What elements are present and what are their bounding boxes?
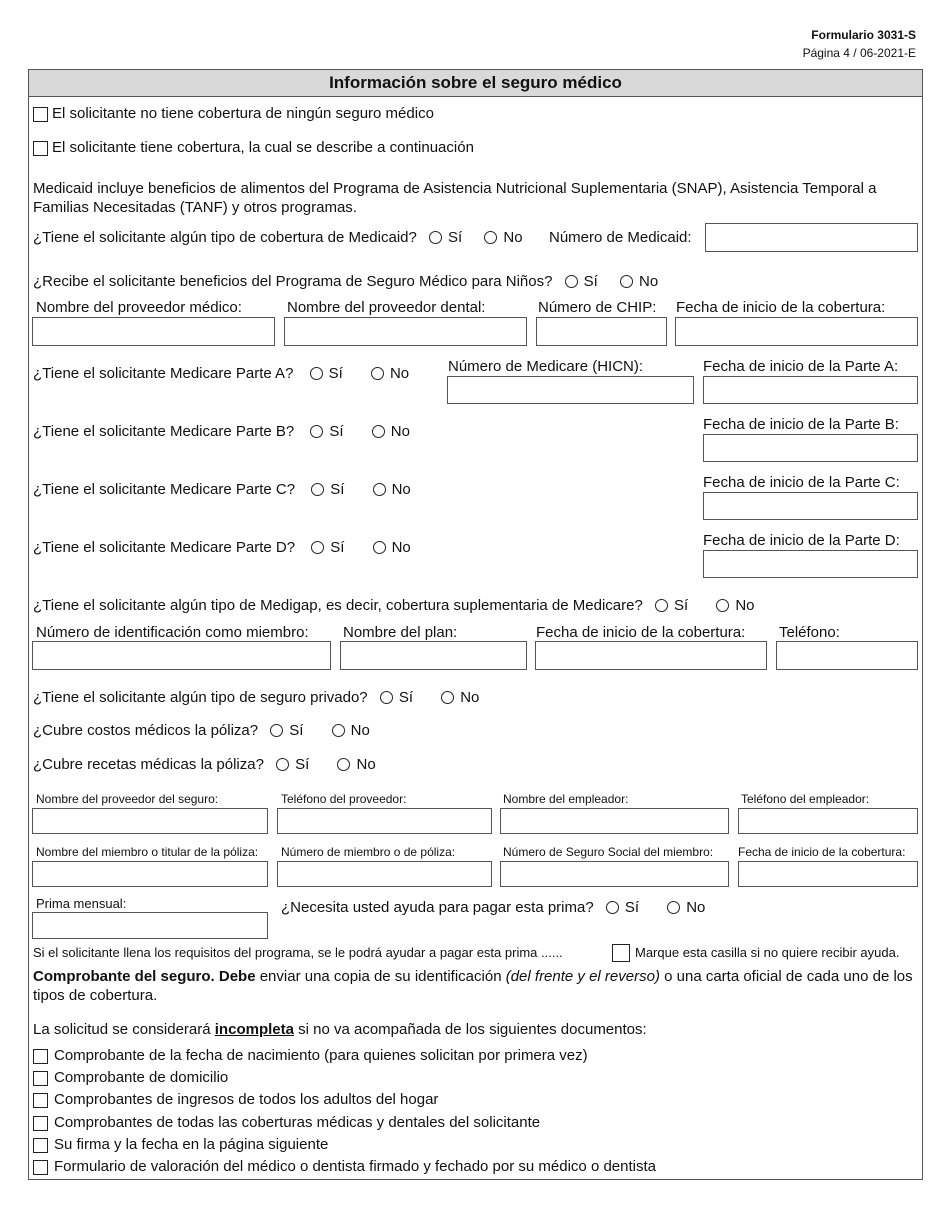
part-b-date-label: Fecha de inicio de la Parte B:	[703, 416, 899, 433]
medicare-a-row	[33, 365, 427, 383]
doc-item: Comprobante de la fecha de nacimiento (para quienes solicitan por primera vez)	[54, 1047, 588, 1064]
medicaid-number-field[interactable]	[705, 223, 918, 252]
medigap-phone-label: Teléfono:	[779, 624, 840, 641]
doc-checkbox-signature[interactable]	[33, 1138, 48, 1153]
medicaid-question-row	[33, 229, 541, 247]
incomplete-notice: La solicitud se considerará incompleta si no va acompañada de los siguientes documentos:	[33, 1021, 647, 1038]
dental-provider-field[interactable]	[284, 317, 527, 346]
private-start-date-field[interactable]	[738, 861, 918, 887]
part-a-date-label: Fecha de inicio de la Parte A:	[703, 358, 899, 375]
part-c-date-field[interactable]	[703, 492, 918, 520]
medical-costs-question: ¿Cubre costos médicos la póliza?	[33, 722, 259, 739]
private-question: ¿Tiene el solicitante algún tipo de seguro privado?	[33, 689, 368, 706]
chip-question-row	[33, 273, 676, 291]
radio-icon[interactable]	[667, 901, 680, 914]
proof-title: Comprobante del seguro.	[33, 968, 215, 985]
medicare-d-question: ¿Tiene el solicitante Medicare Parte D?	[33, 539, 296, 556]
premium-assist-note: Si el solicitante llena los requisitos del programa, se le podrá ayudar a pagar esta prima ......	[33, 945, 563, 960]
radio-icon[interactable]	[429, 231, 442, 244]
medical-provider-label: Nombre del proveedor médico:	[36, 299, 242, 316]
medicare-a-no-option[interactable]: No	[371, 365, 409, 383]
medicare-a-yes-option[interactable]: Sí	[310, 365, 343, 383]
chip-question: ¿Recibe el solicitante beneficios del Programa de Seguro Médico para Niños?	[33, 273, 553, 290]
premium-field[interactable]	[32, 912, 268, 939]
opt-out-label: Marque esta casilla si no quiere recibir ayuda.	[635, 945, 900, 960]
radio-icon[interactable]	[484, 231, 497, 244]
medigap-question-row	[33, 597, 773, 615]
chip-number-label: Número de CHIP:	[538, 299, 657, 316]
private-question-row	[33, 689, 497, 707]
policy-number-field[interactable]	[277, 861, 492, 887]
doc-checkbox-assessment[interactable]	[33, 1160, 48, 1175]
radio-icon[interactable]	[373, 541, 386, 554]
doc-checkbox-coverage[interactable]	[33, 1116, 48, 1131]
insurer-name-field[interactable]	[32, 808, 268, 834]
policy-number-label: Número de miembro o de póliza:	[281, 845, 456, 859]
medigap-plan-name-label: Nombre del plan:	[343, 624, 458, 641]
medicare-c-row	[33, 481, 429, 499]
radio-icon[interactable]	[311, 483, 324, 496]
medicare-b-yes-option[interactable]: Sí	[310, 423, 343, 441]
medigap-yes-option[interactable]: Sí	[655, 597, 688, 615]
dental-provider-label: Nombre del proveedor dental:	[287, 299, 486, 316]
employer-phone-label: Teléfono del empleador:	[741, 792, 870, 806]
radio-icon[interactable]	[310, 425, 323, 438]
premium-help-row	[281, 899, 723, 917]
radio-icon[interactable]	[716, 599, 729, 612]
premium-label: Prima mensual:	[36, 896, 127, 911]
private-no-option[interactable]: No	[441, 689, 479, 707]
doc-item: Comprobantes de ingresos de todos los adultos del hogar	[54, 1091, 439, 1108]
radio-icon[interactable]	[372, 425, 385, 438]
medigap-plan-name-field[interactable]	[340, 641, 527, 670]
radio-icon[interactable]	[332, 724, 345, 737]
member-ssn-field[interactable]	[500, 861, 729, 887]
proof-paragraph: Comprobante del seguro. Debe enviar una copia de su identificación (del frente y el reverso) o una carta oficial de cada uno de los tipos de cobertura.	[33, 968, 913, 1004]
part-d-date-label: Fecha de inicio de la Parte D:	[703, 532, 900, 549]
medicaid-number-label: Número de Medicaid:	[549, 229, 692, 246]
private-start-date-label: Fecha de inicio de la cobertura:	[738, 845, 906, 859]
private-yes-option[interactable]: Sí	[380, 689, 413, 707]
chip-start-date-label: Fecha de inicio de la cobertura:	[676, 299, 886, 316]
prescriptions-yes-option[interactable]: Sí	[276, 756, 309, 774]
part-b-date-field[interactable]	[703, 434, 918, 462]
hicn-field[interactable]	[447, 376, 694, 404]
incomplete-emphasis: incompleta	[214, 1021, 294, 1038]
radio-icon[interactable]	[371, 367, 384, 380]
has-coverage-label: El solicitante tiene cobertura, la cual se describe a continuación	[52, 139, 474, 156]
part-d-date-field[interactable]	[703, 550, 918, 578]
section-title: Información sobre el seguro médico	[28, 69, 923, 97]
medigap-phone-field[interactable]	[776, 641, 918, 670]
medicare-c-yes-option[interactable]: Sí	[311, 481, 344, 499]
chip-number-field[interactable]	[536, 317, 667, 346]
proof-must: Debe	[218, 968, 256, 985]
doc-item: Su firma y la fecha en la página siguiente	[54, 1136, 329, 1153]
chip-no-option[interactable]: No	[620, 273, 658, 291]
employer-phone-field[interactable]	[738, 808, 918, 834]
doc-checkbox-income[interactable]	[33, 1093, 48, 1108]
holder-name-field[interactable]	[32, 861, 268, 887]
radio-icon[interactable]	[311, 541, 324, 554]
medicare-c-no-option[interactable]: No	[373, 481, 411, 499]
medicare-a-question: ¿Tiene el solicitante Medicare Parte A?	[33, 365, 294, 382]
doc-item: Comprobantes de todas las coberturas médicas y dentales del solicitante	[54, 1114, 541, 1131]
medicaid-yes-option[interactable]: Sí	[429, 229, 462, 247]
medigap-start-date-label: Fecha de inicio de la cobertura:	[536, 624, 746, 641]
prescriptions-question: ¿Cubre recetas médicas la póliza?	[33, 756, 264, 773]
insurer-phone-label: Teléfono del proveedor:	[281, 792, 407, 806]
doc-item: Comprobante de domicilio	[54, 1069, 229, 1086]
form-number: Formulario 3031-S	[811, 28, 916, 42]
medigap-no-option[interactable]: No	[716, 597, 754, 615]
page-info: Página 4 / 06-2021-E	[802, 46, 916, 60]
medigap-start-date-field[interactable]	[535, 641, 767, 670]
doc-checkbox-address[interactable]	[33, 1071, 48, 1086]
no-coverage-label: El solicitante no tiene cobertura de ningún seguro médico	[52, 105, 434, 122]
radio-icon[interactable]	[620, 275, 633, 288]
prescriptions-no-option[interactable]: No	[337, 756, 375, 774]
member-ssn-label: Número de Seguro Social del miembro:	[503, 845, 714, 859]
medicaid-no-option[interactable]: No	[484, 229, 522, 247]
medical-costs-row	[33, 722, 388, 740]
radio-icon[interactable]	[565, 275, 578, 288]
radio-icon[interactable]	[606, 901, 619, 914]
employer-name-field[interactable]	[500, 808, 729, 834]
prescriptions-row	[33, 756, 394, 774]
medicare-b-question: ¿Tiene el solicitante Medicare Parte B?	[33, 423, 295, 440]
doc-checkbox-birth[interactable]	[33, 1049, 48, 1064]
premium-help-no-option[interactable]: No	[667, 899, 705, 917]
radio-icon[interactable]	[373, 483, 386, 496]
radio-icon[interactable]	[270, 724, 283, 737]
medigap-member-id-field[interactable]	[32, 641, 331, 670]
medicare-b-row	[33, 423, 428, 441]
radio-icon[interactable]	[276, 758, 289, 771]
employer-name-label: Nombre del empleador:	[503, 792, 629, 806]
hicn-label: Número de Medicare (HICN):	[448, 358, 644, 375]
medicare-d-row	[33, 539, 429, 557]
part-a-date-field[interactable]	[703, 376, 918, 404]
has-coverage-checkbox[interactable]	[33, 141, 48, 156]
chip-yes-option[interactable]: Sí	[565, 273, 598, 291]
insurer-phone-field[interactable]	[277, 808, 492, 834]
medicare-d-yes-option[interactable]: Sí	[311, 539, 344, 557]
medicare-c-question: ¿Tiene el solicitante Medicare Parte C?	[33, 481, 296, 498]
radio-icon[interactable]	[441, 691, 454, 704]
medical-costs-yes-option[interactable]: Sí	[270, 722, 303, 740]
part-c-date-label: Fecha de inicio de la Parte C:	[703, 474, 900, 491]
holder-name-label: Nombre del miembro o titular de la póliza:	[36, 845, 259, 859]
insurer-name-label: Nombre del proveedor del seguro:	[36, 792, 219, 806]
medicare-d-no-option[interactable]: No	[373, 539, 411, 557]
medicare-b-no-option[interactable]: No	[372, 423, 410, 441]
medicaid-note: Medicaid incluye beneficios de alimentos del Programa de Asistencia Nutricional Suplementaria (SNAP), Asistencia Temporal a Familias Necesitadas (TANF) y otros programas.	[33, 180, 877, 216]
doc-item: Formulario de valoración del médico o dentista firmado y fechado por su médico o dentista	[54, 1158, 656, 1175]
radio-icon[interactable]	[655, 599, 668, 612]
medicaid-question: ¿Tiene el solicitante algún tipo de cobertura de Medicaid?	[33, 229, 417, 246]
medigap-question: ¿Tiene el solicitante algún tipo de Medigap, es decir, cobertura suplementaria de Medicare?	[33, 597, 643, 614]
premium-help-question: ¿Necesita usted ayuda para pagar esta prima?	[281, 899, 594, 916]
medigap-member-id-label: Número de identificación como miembro:	[36, 624, 309, 641]
medical-provider-field[interactable]	[32, 317, 275, 346]
no-coverage-checkbox[interactable]	[33, 107, 48, 122]
premium-help-yes-option[interactable]: Sí	[606, 899, 639, 917]
radio-icon[interactable]	[380, 691, 393, 704]
chip-start-date-field[interactable]	[675, 317, 918, 346]
medical-costs-no-option[interactable]: No	[332, 722, 370, 740]
radio-icon[interactable]	[337, 758, 350, 771]
opt-out-checkbox[interactable]	[612, 944, 630, 962]
radio-icon[interactable]	[310, 367, 323, 380]
